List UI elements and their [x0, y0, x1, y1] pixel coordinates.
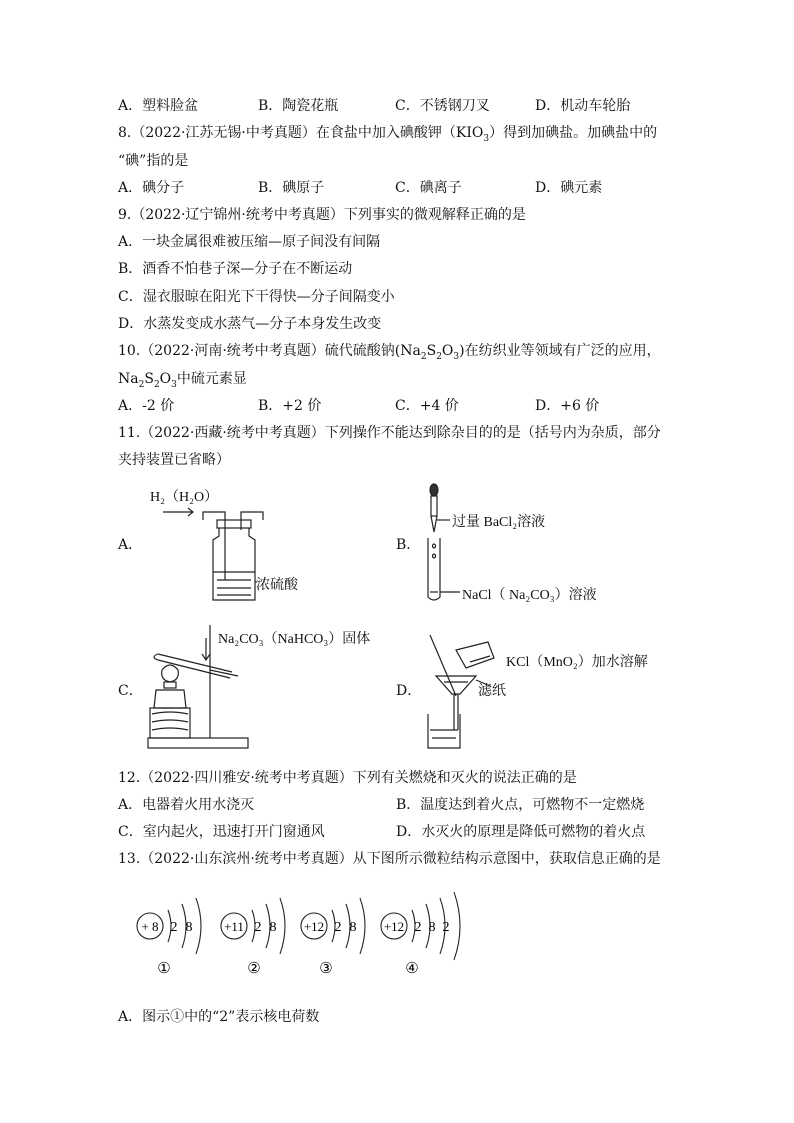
particle-structure-4 [378, 880, 478, 975]
q10-option-d: D．+6 价 [535, 398, 600, 414]
particle-2-nucleus: +11 [224, 919, 244, 934]
q11-fig-a-gas-label: H₂（H₂O） [150, 490, 219, 505]
particle-structure-1 [134, 880, 214, 975]
q8-option-c: C．碘离子 [395, 180, 462, 196]
particle-2-shell-2: 8 [269, 920, 277, 935]
q11-stem-line1: 11.（2022·西藏·统考中考真题）下列操作不能达到除杂目的的是（括号内为杂质，部分 [118, 425, 661, 441]
q9-option-b: B．酒香不怕巷子深—分子在不断运动 [118, 261, 353, 277]
particle-4-shell-2: 8 [428, 920, 436, 935]
q10-stem-line2: $Na_2S_2O_3$中硫元素显 [118, 371, 247, 390]
q8-option-a: A．碘分子 [118, 180, 185, 196]
q13-option-a: A．图示①中的“2”表示核电荷数 [118, 1009, 320, 1025]
q11-fig-b-letter: B． [396, 537, 421, 553]
gas-washing-bottle-diagram [155, 500, 265, 605]
particle-2-label: ② [247, 959, 261, 975]
q11-fig-d-mixture-label: KCl（MnO₂）加水溶解 [506, 655, 648, 670]
q9-option-d: D．水蒸发变成水蒸气—分子本身发生改变 [118, 316, 382, 332]
q13-stem: 13.（2022·山东滨州·统考中考真题）从下图所示微粒结构示意图中，获取信息正确的是 [118, 851, 661, 867]
particle-4-nucleus: +12 [383, 919, 405, 934]
particle-4-label: ④ [405, 959, 419, 975]
q8-option-b: B．碘原子 [258, 180, 325, 196]
particle-3-label: ③ [319, 959, 333, 975]
q8-option-d: D．碘元素 [535, 180, 603, 196]
particle-1-shell-1: 2 [170, 920, 178, 935]
particle-4-shell-1: 2 [414, 920, 422, 935]
particle-3-shell-2: 8 [349, 920, 357, 935]
q9-option-c: C．湿衣服晾在阳光下干得快—分子间隔变小 [118, 289, 395, 305]
q10-option-c: C．+4 价 [395, 398, 459, 414]
q7-option-a: A．塑料脸盆 [118, 98, 199, 114]
particle-1-shell-2: 8 [185, 920, 193, 935]
q12-option-a: A．电器着火用水浇灭 [118, 797, 255, 813]
q9-stem: 9.（2022·辽宁锦州·统考中考真题）下列事实的微观解释正确的是 [118, 207, 526, 223]
particle-1-nucleus: + 8 [141, 919, 159, 934]
heating-apparatus-diagram [140, 620, 250, 752]
q11-stem-line2: 夹持装置已省略） [118, 452, 230, 468]
q11-fig-d-letter: D． [396, 683, 422, 699]
q12-option-c: C．室内起火，迅速打开门窗通风 [118, 824, 325, 840]
q11-fig-c-letter: C． [118, 683, 143, 699]
q11-fig-c-solid-label: Na₂CO₃（NaHCO₃）固体 [218, 632, 371, 647]
q11-fig-a-letter: A． [118, 537, 143, 553]
q10-option-b: B．+2 价 [258, 398, 322, 414]
particle-1-label: ① [157, 959, 171, 975]
q7-option-c: C．不锈钢刀叉 [395, 98, 490, 114]
q7-option-b: B．陶瓷花瓶 [258, 98, 339, 114]
filtration-diagram [418, 630, 508, 752]
q12-stem: 12.（2022·四川雅安·统考中考真题）下列有关燃烧和灭火的说法正确的是 [118, 770, 577, 786]
q11-fig-b-reagent-label: 过量 BaCl₂溶液 [452, 515, 546, 530]
particle-3-nucleus: +12 [303, 919, 325, 934]
q12-option-b: B．温度达到着火点，可燃物不一定燃烧 [396, 797, 645, 813]
particle-4-shell-3: 2 [442, 920, 450, 935]
q12-option-d: D．水灭火的原理是降低可燃物的着火点 [396, 824, 646, 840]
q11-fig-d-paper-label: 滤纸 [478, 684, 506, 699]
particle-2-shell-1: 2 [254, 920, 262, 935]
particle-structure-3 [298, 880, 378, 975]
q8-stem-line2: “碘”指的是 [118, 153, 189, 169]
particle-structure-2 [218, 880, 298, 975]
q11-fig-b-solution-label: NaCl（ Na₂CO₃）溶液 [462, 588, 597, 603]
dropper-and-test-tube-diagram [420, 482, 470, 607]
q11-fig-a-liquid-label: 浓硫酸 [256, 578, 298, 593]
q8-stem-line1: 8.（2022·江苏无锡·中考真题）在食盐中加入碘酸钾$(KIO_3)$得到加碘盐。加碘盐中的 [118, 125, 658, 144]
q9-option-a: A．一块金属很难被压缩—原子间没有间隔 [118, 234, 381, 250]
q7-option-d: D．机动车轮胎 [535, 98, 631, 114]
particle-3-shell-1: 2 [334, 920, 342, 935]
q10-stem-line1: 10.（2022·河南·统考中考真题）硫代硫酸钠$(Na_2S_2O_3)$在纺织业等领域有广泛的应用， [118, 343, 661, 362]
q10-option-a: A．-2 价 [118, 398, 175, 414]
